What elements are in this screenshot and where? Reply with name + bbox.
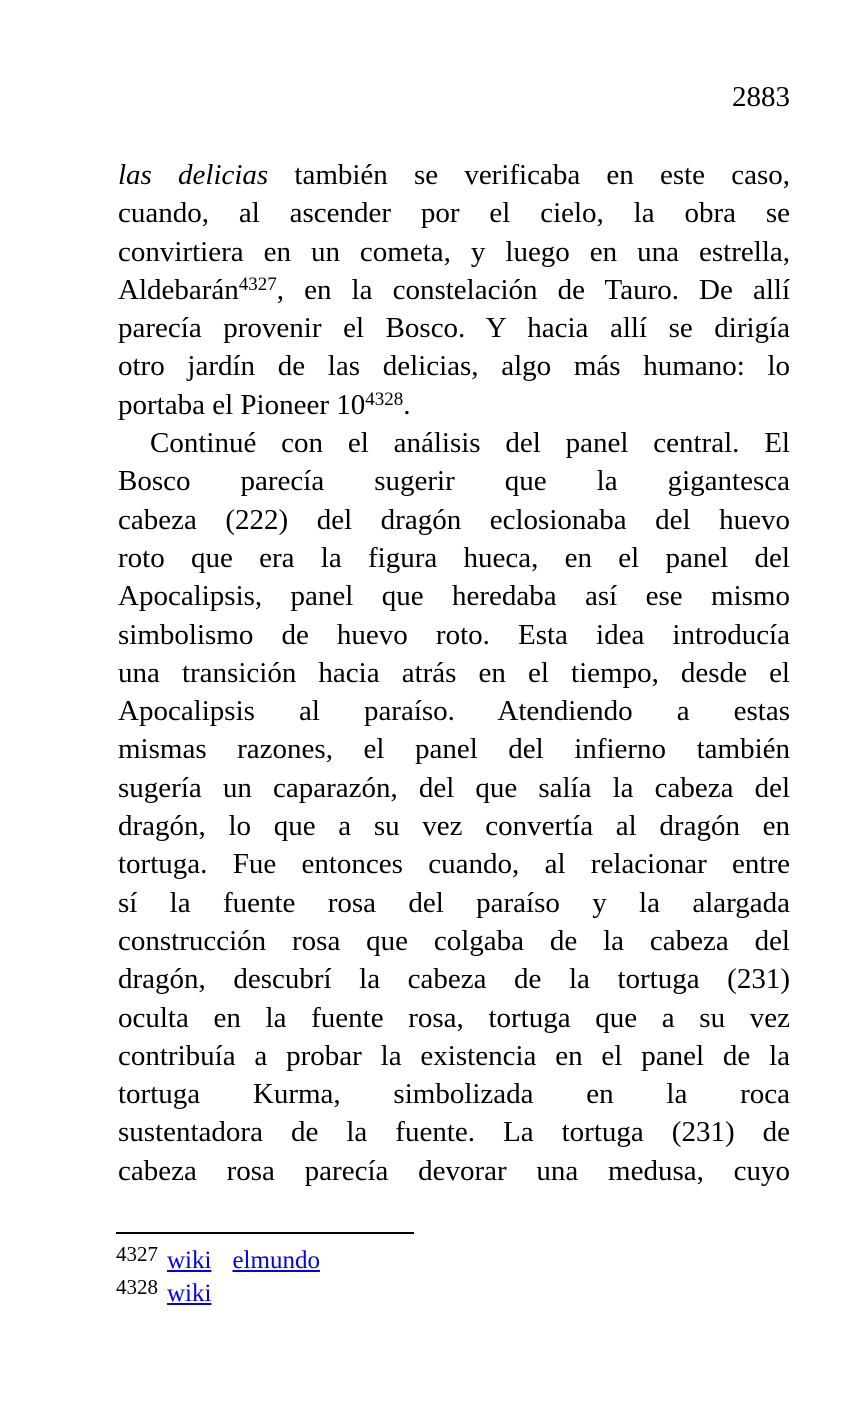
text-run: sustentadora de la fuente. La tortuga (231) de (118, 1116, 790, 1149)
footnote-link-elmundo[interactable]: elmundo (232, 1247, 320, 1274)
footnotes-section (116, 1232, 788, 1310)
text-line (118, 347, 790, 385)
text-line (118, 1075, 790, 1113)
text-line (118, 386, 790, 424)
text-line (118, 960, 790, 998)
text-run: mismas razones, el panel del infierno también (118, 733, 790, 766)
text-run: , en la constelación de Tauro. De allí (276, 273, 790, 306)
text-run: . (403, 388, 411, 421)
text-line (118, 271, 790, 309)
footnote-link-wiki[interactable]: wiki (167, 1280, 212, 1307)
text-run: oculta en la fuente rosa, tortuga que a su vez (118, 1001, 790, 1034)
page-body (118, 156, 790, 1190)
text-line (118, 999, 790, 1037)
text-run: sugería un caparazón, del que salía la cabeza del (118, 771, 790, 804)
footnote-link-wiki[interactable]: wiki (167, 1247, 212, 1274)
text-line (118, 309, 790, 347)
footnote-number: 4327 (116, 1242, 158, 1266)
text-line (118, 1113, 790, 1151)
text-run: parecía provenir el Bosco. Y hacia allí se dirigía (118, 312, 790, 345)
footnote-line (116, 1277, 788, 1310)
text-run: cabeza rosa parecía devorar una medusa, cuyo (118, 1154, 790, 1187)
text-run: Bosco parecía sugerir que la gigantesca (118, 465, 790, 498)
text-run: roto que era la figura hueca, en el panel del (118, 541, 790, 574)
text-run: las delicias (118, 159, 269, 191)
text-line (118, 424, 790, 462)
text-line (118, 1152, 790, 1190)
text-line (118, 233, 790, 271)
text-line (118, 769, 790, 807)
text-run: tortuga Kurma, simbolizada en la roca (118, 1078, 790, 1111)
text-line (118, 807, 790, 845)
text-run: una transición hacia atrás en el tiempo, desde el (118, 656, 790, 689)
text-run: sí la fuente rosa del paraíso y la alargada (118, 886, 790, 919)
text-line (118, 654, 790, 692)
text-run: Apocalipsis al paraíso. Atendiendo a estas (118, 695, 790, 728)
text-line (118, 884, 790, 922)
text-run: contribuía a probar la existencia en el panel de la (118, 1039, 790, 1072)
text-run: dragón, lo que a su vez convertía al dragón en (118, 810, 790, 843)
text-run: Aldebarán (118, 273, 239, 306)
text-line (118, 156, 790, 194)
text-line (118, 845, 790, 883)
text-run: portaba el Pioneer 10 (118, 388, 366, 421)
text-line (118, 462, 790, 500)
text-run: cuando, al ascender por el cielo, la obra se (118, 197, 790, 230)
text-run: cabeza (222) del dragón eclosionaba del huevo (118, 503, 790, 536)
text-run: Apocalipsis, panel que heredaba así ese mismo (118, 580, 790, 613)
text-run: convirtiera en un cometa, y luego en una estrella, (118, 235, 790, 268)
text-run: otro jardín de las delicias, algo más humano: lo (118, 350, 790, 383)
text-run: tortuga. Fue entonces cuando, al relacionar entre (118, 848, 790, 881)
footnote-line (116, 1244, 788, 1277)
text-line (118, 1037, 790, 1075)
text-line (118, 616, 790, 654)
text-run: también se verificaba en este caso, (268, 159, 790, 191)
text-line (118, 194, 790, 232)
footnote-ref: 4328 (365, 388, 404, 410)
text-line (118, 501, 790, 539)
footnote-number: 4328 (116, 1275, 158, 1299)
footnote-ref: 4327 (238, 273, 277, 295)
text-line (118, 539, 790, 577)
text-line (118, 922, 790, 960)
footnote-separator (116, 1232, 414, 1234)
text-run: Continué con el análisis del panel central. El (150, 427, 790, 460)
text-run: dragón, descubrí la cabeza de la tortuga (231) (118, 963, 790, 996)
text-run: simbolismo de huevo roto. Esta idea introducía (118, 618, 790, 651)
text-run: construcción rosa que colgaba de la cabeza del (118, 924, 790, 957)
text-line (118, 692, 790, 730)
page-number: 2883 (732, 81, 790, 113)
text-line (118, 730, 790, 768)
text-line (118, 577, 790, 615)
